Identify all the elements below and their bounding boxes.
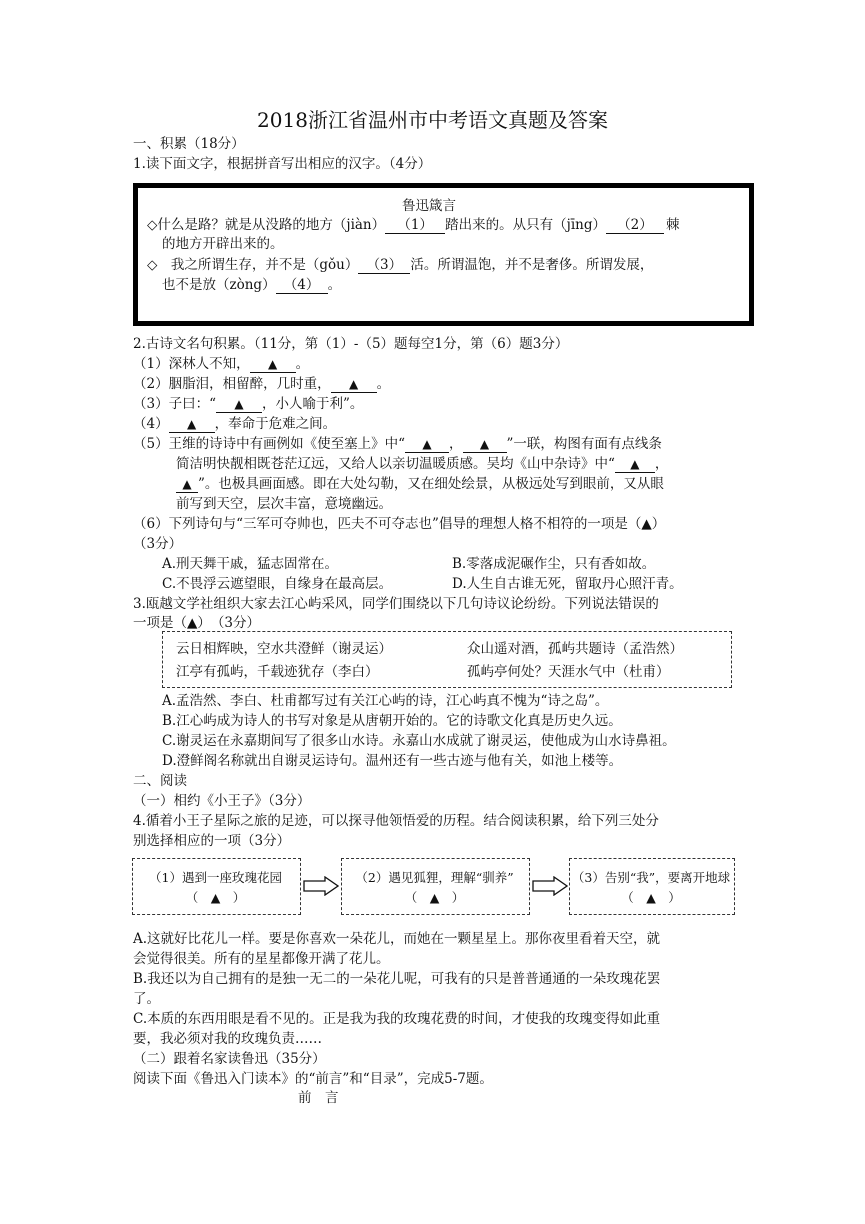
q2-item-5-line-1 [133,435,662,453]
right-arrow-icon [303,876,339,896]
page-title: 2018浙江省温州市中考语文真题及答案 [257,108,608,132]
q2-prompt: 2.古诗文名句积累。（11分，第（1）-（5）题每空1分，第（6）题3分） [133,336,569,352]
item-text: （5）王维的诗诗中有画例如《使至塞上》中“ [133,436,405,452]
flow-box-2-label: （2）遇见狐狸，理解“驯养” [355,870,514,885]
q2-item-4 [133,415,336,433]
quote-text: ◇什么是路？就是从没路的地方（jiàn） [147,217,386,233]
quote-text: 活。所谓温饱，并不是奢侈。所谓发展， [410,257,654,273]
quote-text: 。 [327,277,342,293]
q4-option-c-line-2: 要，我必须对我的玫瑰负责…… [133,1031,322,1047]
q2-item-3 [133,395,363,413]
item-text: ，奉命于危难之间。 [214,416,337,432]
quote-line-2: 的地方开辟出来的。 [162,236,284,252]
q2-option-c: C.不畏浮云遮望眼，自缘身在最高层。 [162,576,393,592]
q3-option-b: B.江心屿成为诗人的书写对象是从唐朝开始的。它的诗歌文化真是历史久远。 [162,713,622,729]
quote-line-4 [162,276,341,294]
poem-line-3: 江亭有孤屿，千载迹犹存（李白） [176,664,379,680]
q2-item-5-line-3 [176,475,664,493]
flow-box-1-label: （1）遇到一座玫瑰花园 [149,870,282,885]
answer-mark: ▲ [463,437,507,453]
answer-mark: ▲ [615,457,655,473]
section2-heading: 二、阅读 [133,773,187,789]
item-text: ”。也极具画面感。即在大处勾勒，又在细处绘景，从极远处写到眼前，又从眼 [198,476,664,492]
item-text: ， [449,436,463,452]
q4-option-a-line-2: 会觉得很美。所有的星星都像开满了花儿。 [133,951,390,967]
answer-mark: ▲ [250,357,296,373]
poem-line-4: 孤屿亭何处？天涯水气中（杜甫） [467,664,670,680]
subsection-2-heading: （二）跟着名家读鲁迅（35分） [133,1051,326,1067]
answer-mark: ▲ [176,477,198,493]
quote-text: 踏出来的。从只有（jīng） [445,217,606,233]
item-text: 。 [295,356,310,372]
item-text: （2）胭脂泪，相留醉，几时重， [133,376,331,392]
q4-prompt-line-2: 别选择相应的一项（3分） [133,833,291,849]
blank-2: （2） [606,218,664,234]
q4-option-c-line-1: C.本质的东西用眼是看不见的。正是我为我的玫瑰花费的时间，才使我的玫瑰变得如此重 [133,1011,661,1027]
q2-option-a: A.刑天舞干戚，猛志固常在。 [162,556,339,572]
q3-option-d: D.澄鲜阁名称就出自谢灵运诗句。温州还有一些古迹与他有关，如池上楼等。 [162,753,623,769]
q2-item-6-score: （3分） [133,536,183,552]
item-text: 简洁明快靓相既苍茫辽远，又给人以亲切温暖质感。吴均《山中杂诗》中“ [176,456,615,472]
flow-box-2-slot: （ ▲ ） [404,890,465,905]
q4-prompt-line-1: 4.循着小王子星际之旅的足迹，可以探寻他领悟爱的历程。结合阅读积累，给下列三处分 [133,813,659,829]
q2-item-5-line-4: 前写到天空，层次丰富，意境幽远。 [176,496,392,512]
blank-3: （3） [358,258,410,274]
box-title: 鲁迅箴言 [402,198,456,214]
poem-line-1: 云日相辉映，空水共澄鲜（谢灵运） [176,641,392,657]
q2-item-6: （6）下列诗句与“三军可夺帅也，匹夫不可夺志也”倡导的理想人格不相符的一项是（▲） [133,516,666,532]
right-arrow-icon [532,876,568,896]
item-text: （4） [133,416,169,432]
quote-text: 也不是放（zòng） [162,277,276,293]
q3-option-a: A.孟浩然、李白、杜甫都写过有关江心屿的诗，江心屿真不愧为“诗之岛”。 [162,693,609,709]
item-text: （3）子曰：“ [133,396,216,412]
blank-4: （4） [276,278,328,294]
q2-option-d: D.人生自古谁无死，留取丹心照汗青。 [452,576,683,592]
section1-heading: 一、积累（18分） [133,136,245,152]
q3-prompt-line-2: 一项是（▲） （3分） [133,615,260,631]
quote-line-1 [147,216,679,234]
flow-box-3-slot: （ ▲ ） [621,890,681,905]
item-text: ，小人喻于利”。 [262,396,364,412]
quote-line-3 [147,256,653,274]
quote-text: 棘 [665,217,680,233]
q4-option-b-line-1: B.我还以为自己拥有的是独一无二的一朵花儿呢，可我有的只是普普通通的一朵玫瑰花罢 [133,971,661,987]
quote-text: ◇ 我之所谓生存，并不是（gǒu） [147,257,359,273]
flow-box-3-label: （3）告别“我”，要离开地球 [571,870,731,885]
item-text: （1）深林人不知， [133,356,250,372]
q2-item-1 [133,355,309,373]
q1-prompt: 1.读下面文字，根据拼音写出相应的汉字。（4分） [133,156,432,172]
subsection-1-heading: （一）相约《小王子》（3分） [133,793,311,809]
q4-option-a-line-1: A.这就好比花儿一样。要是你喜欢一朵花儿，而她在一颗星星上。那你夜里看着天空，就 [133,931,661,947]
q2-option-b: B.零落成泥碾作尘，只有香如故。 [452,556,656,572]
item-text: 。 [376,376,391,392]
q4-option-b-line-2: 了。 [133,991,160,1007]
answer-mark: ▲ [169,417,215,433]
q2-item-2 [133,375,390,393]
q3-option-c: C.谢灵运在永嘉期间写了很多山水诗。永嘉山水成就了谢灵运，使他成为山水诗鼻祖。 [162,733,676,749]
flow-box-1-slot: （ ▲ ） [185,890,246,905]
preface-heading: 前 言 [298,1090,339,1106]
item-text: ， [654,456,669,472]
item-text: ”一联，构图有面有点线条 [506,436,662,452]
q3-prompt-line-1: 3.瓯越文学社组织大家去江心屿采风，同学们围绕以下几句诗议论纷纷。下列说法错误的 [133,596,659,612]
blank-1: （1） [385,218,445,234]
q5-7-intro: 阅读下面《鲁迅入门读本》的“前言”和“目录”，完成5-7题。 [133,1071,493,1087]
q2-item-5-line-2 [176,455,668,473]
poem-line-2: 众山遥对酒，孤屿共题诗（孟浩然） [467,641,683,657]
answer-mark: ▲ [216,397,262,413]
answer-mark: ▲ [405,437,449,453]
answer-mark: ▲ [331,377,377,393]
